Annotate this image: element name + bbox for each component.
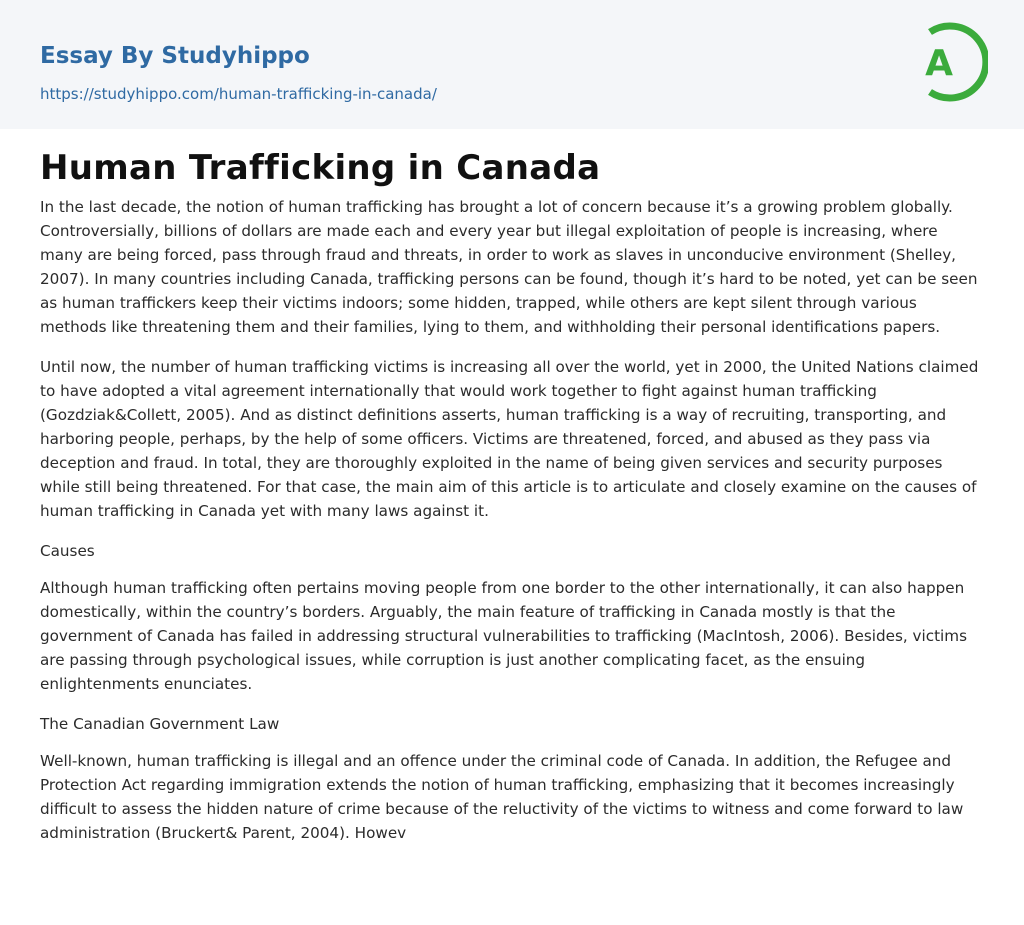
article-title: Human Trafficking in Canada: [40, 148, 601, 188]
paragraph-causes: Although human trafficking often pertains moving people from one border to the other internationally, it can also happen domestically, within the country’s borders. Arguably, the main feature of trafficking in Canada mostly is that the government of Canada has failed in addressing structural vulnerabilities to trafficking (MacIntosh, 2006). Besides, victims are passing through psychological issues, while corruption is just another complicating facet, as the ensuing enlightenments enunciates.: [40, 579, 967, 693]
brand-title: Essay By Studyhippo: [40, 43, 310, 69]
paragraph-law: Well-known, human trafficking is illegal and an offence under the criminal code of Canada. In addition, the Refugee and Protection Act regarding immigration extends the notion of human trafficking, emphasizing that it becomes increasingly difficult to assess the hidden nature of crime because of the reluctivity of the victims to witness and come forward to law administration (Bruckert& Parent, 2004). Howev: [40, 752, 964, 842]
section-heading-causes: Causes: [40, 542, 95, 560]
paragraph-background: Until now, the number of human trafficking victims is increasing all over the world, yet in 2000, the United Nations claimed to have adopted a vital agreement internationally that would work together to fight against human trafficking (Gozdziak&Collett, 2005). And as distinct definitions asserts, human trafficking is a way of recruiting, transporting, and harboring people, perhaps, by the help of some officers. Victims are threatened, forced, and abused as they pass via deception and fraud. In total, they are thoroughly exploited in the name of being given services and security purposes while still being threatened. For that case, the main aim of this article is to articulate and closely examine on the causes of human trafficking in Canada yet with many laws against it.: [40, 358, 979, 520]
source-url-link[interactable]: https://studyhippo.com/human-trafficking-in-canada/: [40, 85, 437, 103]
section-heading-law: The Canadian Government Law: [40, 715, 280, 733]
paragraph-intro: In the last decade, the notion of human trafficking has brought a lot of concern because it’s a growing problem globally. Controversially, billions of dollars are made each and every year but illegal exploitation of people is increasing, where many are being forced, pass through fraud and threats, in order to work as slaves in unconducive environment (Shelley, 2007). In many countries including Canada, trafficking persons can be found, though it’s hard to be noted, yet can be seen as human traffickers keep their victims indoors; some hidden, trapped, while others are kept silent through various methods like threatening them and their families, lying to them, and withholding their personal identifications papers.: [40, 198, 978, 336]
logo-letter: A: [925, 43, 953, 84]
studyhippo-logo-icon[interactable]: [912, 18, 988, 106]
site-header: [0, 0, 1024, 129]
article-content: [0, 129, 1024, 845]
